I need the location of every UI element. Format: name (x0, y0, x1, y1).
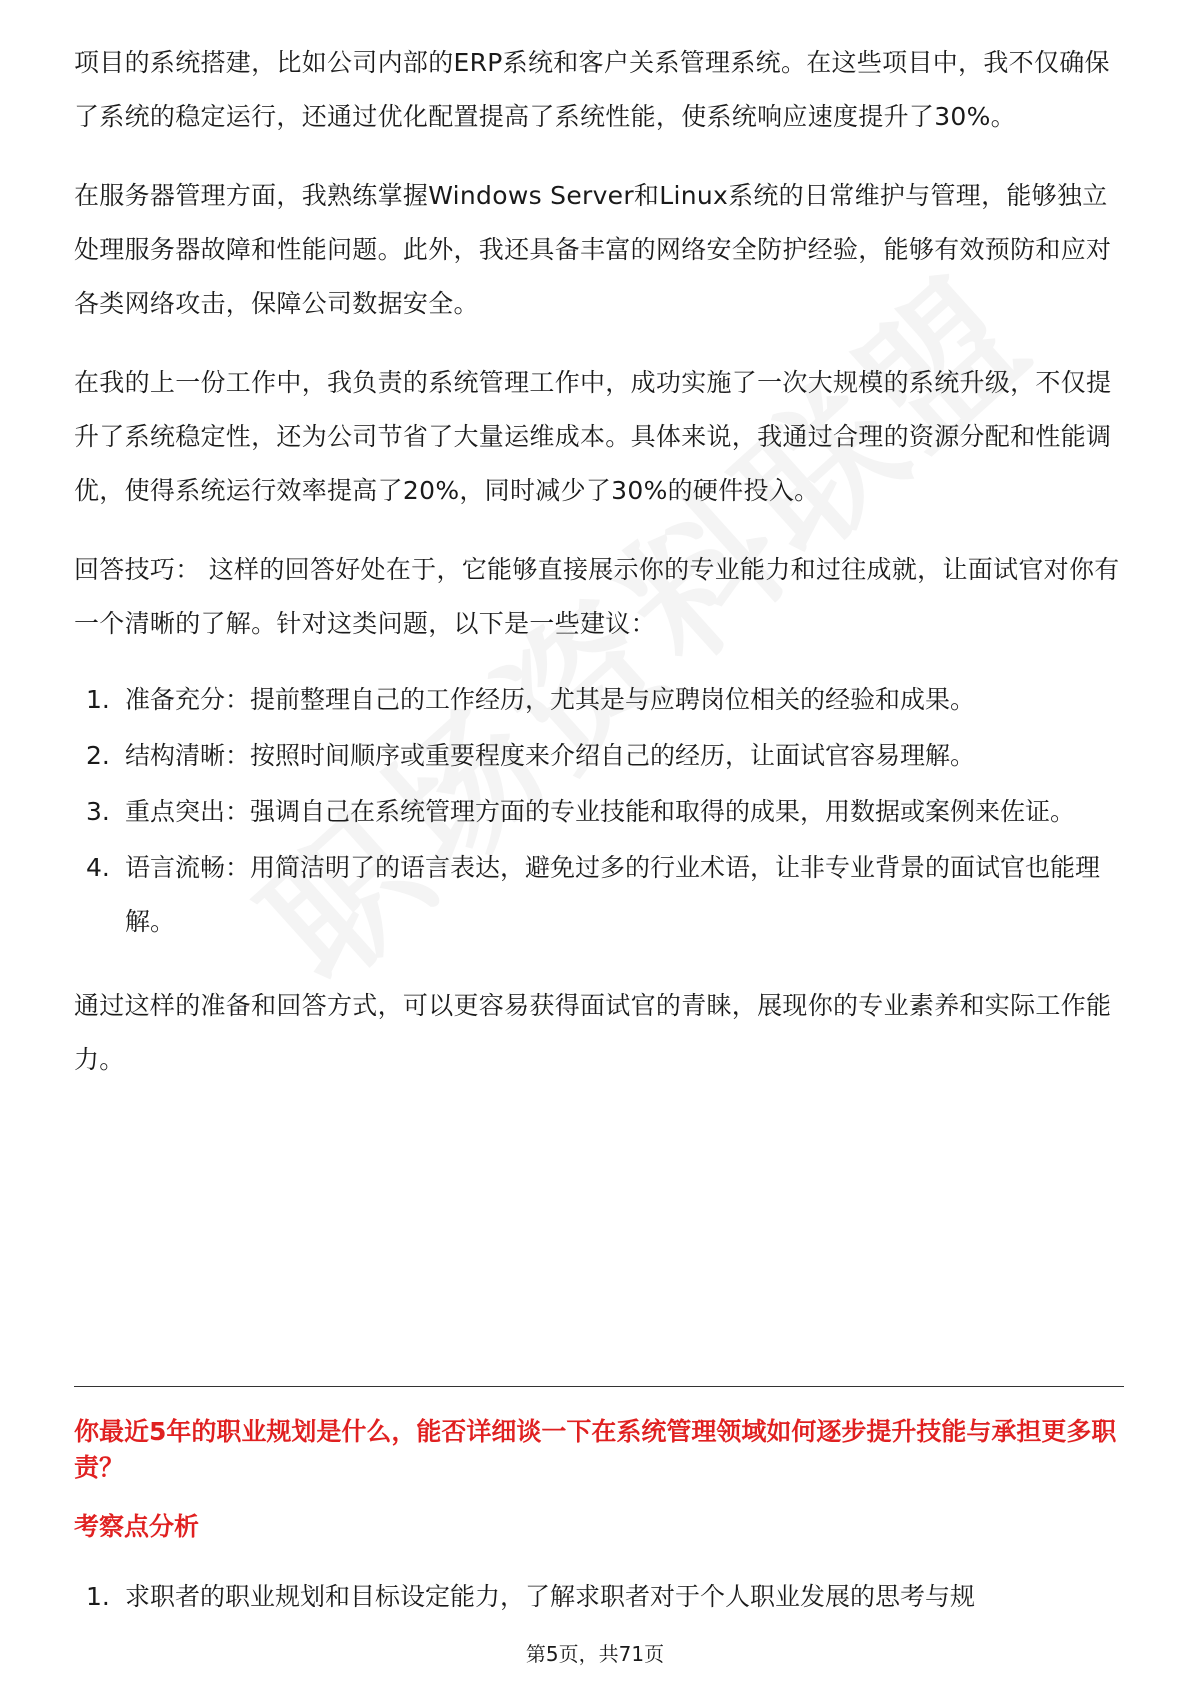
list-item (74, 673, 1124, 727)
paragraph-answer-tips: 回答技巧： 这样的回答好处在于，它能够直接展示你的专业能力和过往成就，让面试官对你有一个清晰的了解。针对这类问题，以下是一些建议： (74, 555, 1120, 638)
paragraph-project-experience: 项目的系统搭建，比如公司内部的ERP系统和客户关系管理系统。在这些项目中，我不仅确保了系统的稳定运行，还通过优化配置提高了系统性能，使系统响应速度提升了30%。 (74, 48, 1110, 131)
page-footer: 第5页，共71页 (525, 1642, 665, 1666)
tips-list (74, 673, 1124, 949)
list-item (74, 1570, 1124, 1624)
list-item-text: 结构清晰：按照时间顺序或重要程度来介绍自己的经历，让面试官容易理解。 (125, 741, 976, 770)
document-body (74, 36, 1124, 1087)
paragraph-server-management: 在服务器管理方面，我熟练掌握Windows Server和Linux系统的日常维护与管理，能够独立处理服务器故障和性能问题。此外，我还具备丰富的网络安全防护经验，能够有效预防和应对各类网络攻击，保障公司数据安全。 (74, 181, 1112, 318)
list-number: 1. (86, 1582, 110, 1611)
paragraph-closing: 通过这样的准备和回答方式，可以更容易获得面试官的青睐，展现你的专业素养和实际工作能力。 (74, 991, 1112, 1074)
list-number: 1. (86, 685, 110, 714)
list-item-text: 准备充分：提前整理自己的工作经历，尤其是与应聘岗位相关的经验和成果。 (125, 685, 976, 714)
list-item-text: 求职者的职业规划和目标设定能力，了解求职者对于个人职业发展的思考与规 (125, 1582, 976, 1611)
list-item-text: 重点突出：强调自己在系统管理方面的专业技能和取得的成果，用数据或案例来佐证。 (125, 797, 1076, 826)
list-number: 2. (86, 741, 110, 770)
section-divider (74, 1386, 1124, 1387)
question-heading: 你最近5年的职业规划是什么，能否详细谈一下在系统管理领域如何逐步提升技能与承担更多职责？ (74, 1417, 1117, 1482)
list-item (74, 785, 1124, 839)
list-number: 4. (86, 853, 110, 882)
paragraph-previous-job: 在我的上一份工作中，我负责的系统管理工作中，成功实施了一次大规模的系统升级，不仅提升了系统稳定性，还为公司节省了大量运维成本。具体来说，我通过合理的资源分配和性能调优，使得系统运行效率提高了20%，同时减少了30%的硬件投入。 (74, 368, 1112, 505)
analysis-heading: 考察点分析 (74, 1512, 200, 1541)
list-item-text: 语言流畅：用简洁明了的语言表达，避免过多的行业术语，让非专业背景的面试官也能理解。 (125, 853, 1101, 936)
list-item (74, 841, 1124, 949)
list-number: 3. (86, 797, 110, 826)
analysis-list (74, 1570, 1124, 1624)
list-item (74, 729, 1124, 783)
